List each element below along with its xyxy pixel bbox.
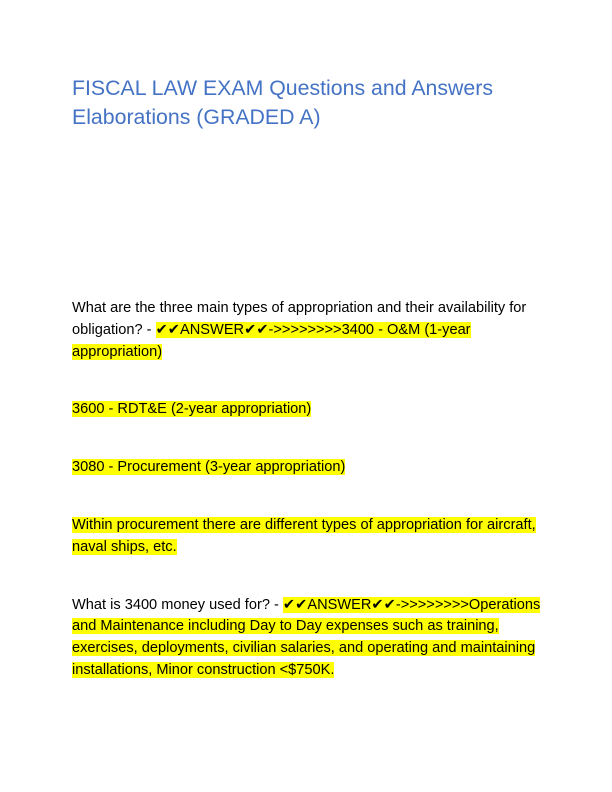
qa-block-4 bbox=[72, 515, 542, 559]
answer-text: Within procurement there are different types of appropriation for aircraft, naval ships, etc. bbox=[72, 516, 536, 555]
answer-text: ✔✔ANSWER✔✔->>>>>>>>Operations and Maintenance including Day to Day expenses such as training, exercises, deployments, civilian salaries, and operating and maintaining installations, Minor construction <$750K. bbox=[72, 596, 541, 678]
answer-text: 3080 - Procurement (3-year appropriation) bbox=[72, 459, 346, 476]
answer-text: ✔✔ANSWER✔✔->>>>>>>>3400 - O&M (1-year appropriation) bbox=[72, 321, 471, 360]
question-text: What is 3400 money used for? - bbox=[72, 596, 283, 613]
qa-block-3 bbox=[72, 457, 542, 479]
question-text: What are the three main types of appropriation and their availability for obligation? - bbox=[72, 300, 527, 338]
document-title: FISCAL LAW EXAM Questions and Answers Elaborations (GRADED A) bbox=[72, 76, 493, 129]
qa-block-2 bbox=[72, 399, 542, 421]
document-body bbox=[72, 298, 542, 718]
answer-text: 3600 - RDT&E (2-year appropriation) bbox=[72, 401, 312, 418]
qa-block-5 bbox=[72, 595, 542, 682]
qa-block-1 bbox=[72, 298, 542, 363]
